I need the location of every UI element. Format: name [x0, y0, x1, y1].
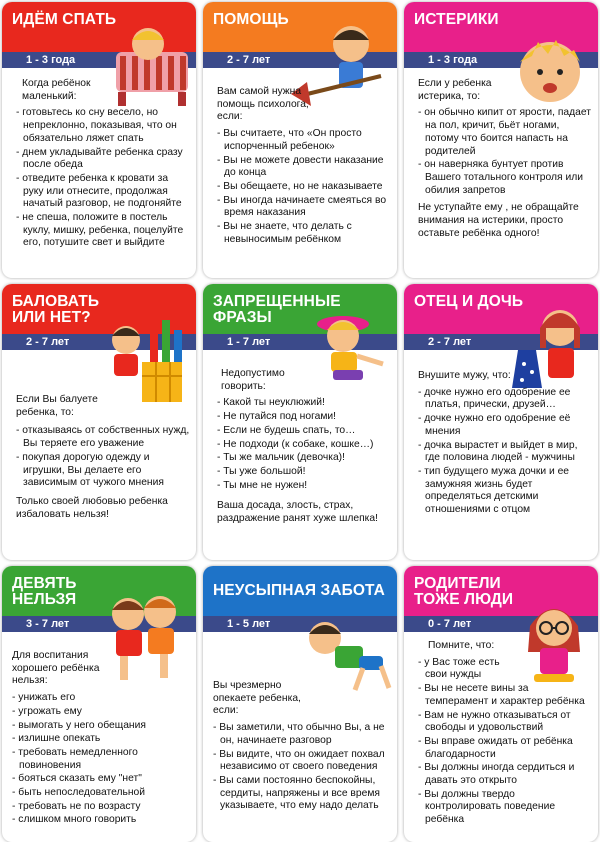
list-item: - Вы не знаете, что делать с невыносимым ребёнком — [217, 221, 391, 246]
list-item: - покупая дорогую одежду и игрушки, Вы делаете его зависимым от чужого мнения — [16, 452, 190, 490]
list-item: - требовать не по возрасту — [12, 801, 190, 814]
card-list — [213, 722, 391, 813]
list-item: - Вы иногда начинаете смеяться во время наказания — [217, 195, 391, 220]
list-item: - Не подходи (к собаке, кошке…) — [217, 439, 391, 452]
list-item: - готовьтесь ко сну весело, но непреклонно, показывая, что он обязательно ляжет спать — [16, 107, 190, 145]
list-item: - требовать немедленного повиновения — [12, 747, 190, 772]
card-intro: Внушите мужу, что: — [418, 370, 511, 381]
card-intro: Помните, что: — [428, 640, 495, 651]
age-badge: 2 - 7 лет — [203, 52, 397, 68]
list-item: - Вы не несете вины за темперамент и характер ребёнка — [418, 683, 592, 708]
card-body — [418, 78, 592, 244]
age-badge: 1 - 5 лет — [203, 616, 397, 632]
list-item: - дочке нужно его одобрение её мнения — [418, 413, 592, 438]
list-item: - днем укладывайте ребенка сразу после обеда — [16, 147, 190, 172]
card-intro: Вам самой нужна помощь психолога, если: — [217, 86, 309, 123]
list-item: - он обычно кипит от ярости, падает на пол, кричит, бьёт ногами, потому что боится напасть на родителей — [418, 107, 592, 158]
card-nine-donts — [2, 566, 196, 842]
list-item: - Вы должны иногда сердиться и давать это открыто — [418, 762, 592, 787]
list-item: - тип будущего мужа дочки и ее замужняя жизнь будет определяться детскими отношениями с отцом — [418, 466, 592, 517]
card-going-to-sleep — [2, 2, 196, 278]
list-item: - Ты мне не нужен! — [217, 480, 391, 493]
card-list — [418, 107, 592, 197]
card-intro: Если у ребенка истерика, то: — [418, 78, 492, 102]
age-badge: 2 - 7 лет — [404, 334, 598, 350]
list-item: - излишне опекать — [12, 733, 190, 746]
list-item: - Вы считаете, что «Он просто испорченный ребенок» — [217, 128, 391, 153]
card-title: ИСТЕРИКИ — [414, 11, 499, 28]
list-item: - у Вас тоже есть свои нужды — [418, 657, 510, 682]
list-item: - не спеша, положите в постель куклу, мишку, ребенка, поцелуйте его, потушите свет и выйдите — [16, 212, 190, 250]
age-badge: 1 - 7 лет — [203, 334, 397, 350]
card-intro: Недопустимо говорить: — [221, 368, 285, 392]
card-list — [217, 128, 391, 246]
card-title: ЗАПРЕЩЕННЫЕ ФРАЗЫ — [213, 293, 341, 326]
card-body — [16, 394, 190, 525]
card-list — [16, 107, 190, 250]
list-item: - Вы вправе ожидать от ребёнка благодарности — [418, 736, 592, 761]
card-outro: Ваша досада, злость, страх, раздражение ранят хуже шлепка! — [217, 500, 379, 525]
age-badge: 1 - 3 года — [404, 52, 598, 68]
card-title: ДЕВЯТЬ НЕЛЬЗЯ — [12, 575, 77, 608]
card-forbidden-phrases — [203, 284, 397, 560]
card-intro: Если Вы балуете ребенка, то: — [16, 394, 98, 418]
card-constant-care — [203, 566, 397, 842]
list-item: - Ты уже большой! — [217, 466, 391, 479]
card-body — [418, 640, 592, 832]
card-title: НЕУСЫПНАЯ ЗАБОТА — [213, 582, 385, 599]
card-title: ПОМОЩЬ — [213, 11, 289, 28]
list-item: - унижать его — [12, 692, 190, 705]
card-outro: Только своей любовью ребенка избаловать нельзя! — [16, 495, 168, 520]
card-parents-are-people-too — [404, 566, 598, 842]
card-body — [213, 680, 391, 818]
age-badge: 3 - 7 лет — [2, 616, 196, 632]
list-item: - вымогать у него обещания — [12, 720, 190, 733]
card-title: БАЛОВАТЬ ИЛИ НЕТ? — [12, 293, 100, 326]
list-item: - Если не будешь спать, то… — [217, 425, 391, 438]
card-intro: Вы чрезмерно опекаете ребенка, если: — [213, 680, 301, 717]
card-body — [16, 78, 190, 255]
card-body — [12, 650, 190, 832]
card-body — [217, 86, 391, 251]
card-body — [217, 368, 391, 530]
list-item: - Вы сами постоянно беспокойны, сердиты, напряжены и все время указываете, что ему надо делать — [213, 775, 391, 813]
list-item: - отказываясь от собственных нужд, Вы теряете его уважение — [16, 425, 190, 450]
list-item: - дочке нужно его одобрение ее платья, прически, друзей… — [418, 387, 592, 412]
list-item: - Вам не нужно отказываться от свободы и удовольствий — [418, 710, 592, 735]
list-item: - Ты же мальчик (девочка)! — [217, 452, 391, 465]
list-item: - Вы обещаете, но не наказываете — [217, 181, 391, 194]
card-outro: Не уступайте ему , не обращайте внимания на истерики, просто оставьте ребёнка одного! — [418, 202, 579, 239]
card-list — [12, 692, 190, 827]
card-list — [16, 425, 190, 490]
card-list — [217, 397, 391, 492]
list-item: - слишком много говорить — [12, 814, 190, 827]
card-intro: Когда ребёнок маленький: — [22, 78, 91, 102]
list-item: - Вы не можете довести наказание до конца — [217, 155, 391, 180]
card-tantrums — [404, 2, 598, 278]
card-title: ОТЕЦ И ДОЧЬ — [414, 293, 524, 310]
list-item: - он наверняка бунтует против Вашего тотального контроля или обилия запретов — [418, 159, 592, 197]
card-title: ИДЁМ СПАТЬ — [12, 11, 117, 28]
list-item: - Не путайся под ногами! — [217, 411, 391, 424]
list-item: - Вы видите, что он ожидает похвал независимо от своего поведения — [213, 749, 391, 774]
list-item: - дочка вырастет и выйдет в мир, где половина людей - мужчины — [418, 440, 592, 465]
card-spoiling — [2, 284, 196, 560]
card-intro: Для воспитания хорошего ребёнка нельзя: — [12, 650, 100, 687]
list-item: - отведите ребенка к кровати за руку или отнесите, продолжая начатый разговор, не подгоняйте — [16, 173, 190, 211]
list-item: - быть непоследовательной — [12, 787, 190, 800]
age-badge: 0 - 7 лет — [404, 616, 598, 632]
age-badge: 1 - 3 года — [2, 52, 196, 68]
card-list — [418, 387, 592, 517]
list-item: - Вы должны твердо контролировать поведение ребёнка — [418, 789, 592, 827]
child-with-gifts-illustration — [98, 306, 194, 406]
list-item: - бояться сказать ему "нет" — [12, 773, 190, 786]
list-item: - Какой ты неуклюжий! — [217, 397, 391, 410]
card-help — [203, 2, 397, 278]
card-title: РОДИТЕЛИ ТОЖЕ ЛЮДИ — [414, 575, 514, 608]
card-list — [418, 657, 592, 827]
age-badge: 2 - 7 лет — [2, 334, 196, 350]
list-item: - угрожать ему — [12, 706, 190, 719]
card-body — [418, 370, 592, 522]
card-father-and-daughter — [404, 284, 598, 560]
list-item: - Вы заметили, что обычно Вы, а не он, начинаете разговор — [213, 722, 391, 747]
